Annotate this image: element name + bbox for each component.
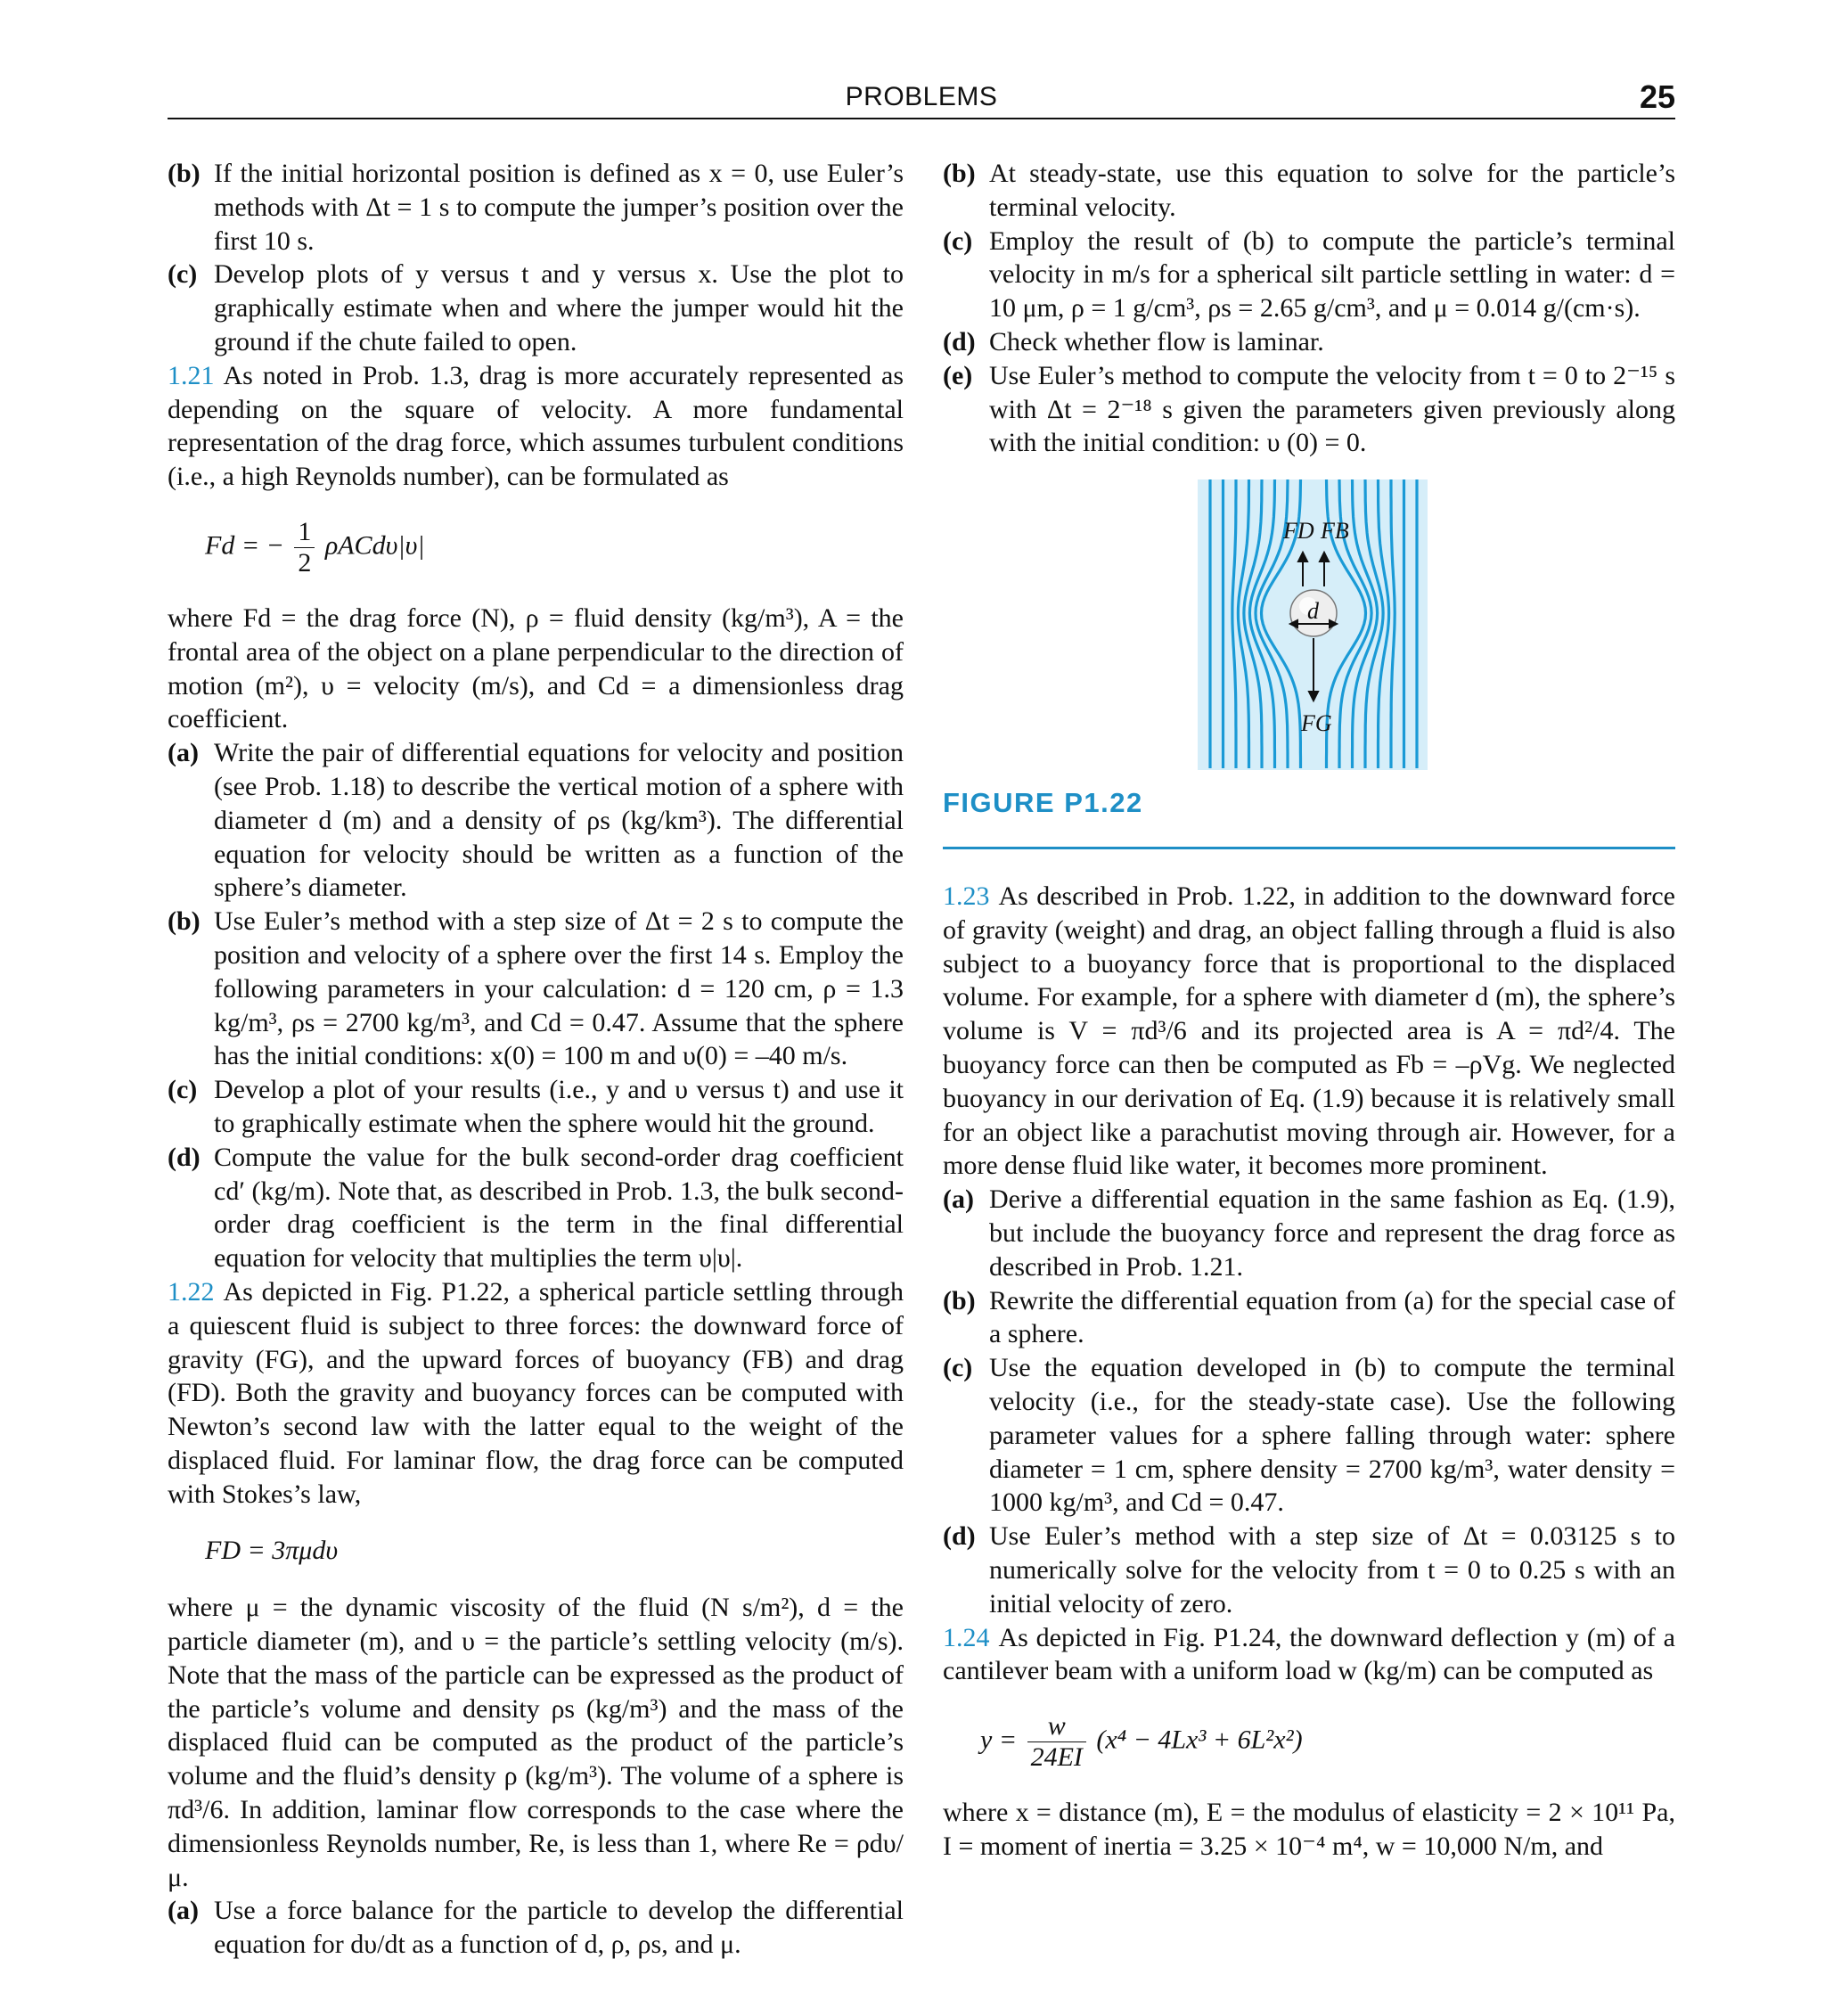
problem-number: 1.24 — [943, 1622, 990, 1652]
problem-1-24 — [943, 1621, 1675, 1689]
problem-1-23-part-d — [943, 1520, 1675, 1620]
part-text: Use a force balance for the particle to develop the differential equation for dυ/dt as a function of d, ρ, ρs, and μ. — [214, 1896, 904, 1960]
problem-1-20-part-b — [168, 157, 904, 258]
label-fd: FD — [1283, 518, 1314, 545]
part-label: (e) — [943, 360, 973, 390]
problem-1-22-part-c — [943, 225, 1675, 325]
part-text: Check whether flow is laminar. — [989, 326, 1324, 356]
deflection-equation — [980, 1711, 1675, 1773]
part-text: At steady-state, use this equation to solve for the particle’s terminal velocity. — [989, 159, 1675, 222]
figure-p1-22 — [943, 479, 1675, 849]
label-fg: FG — [1301, 710, 1332, 737]
part-text: Compute the value for the bulk second-order drag coefficient cd′ (kg/m). Note that, as described in Prob. 1.3, the bulk second-order drag coefficient is the term in the final differential equation for velocity that multiplies the term υ|υ|. — [214, 1142, 904, 1274]
part-label: (b) — [168, 906, 201, 937]
equation-rhs: (x⁴ − 4Lx³ + 6L²x²) — [1096, 1725, 1303, 1755]
fraction-denominator: 2 — [298, 547, 312, 578]
problem-1-23 — [943, 880, 1675, 1183]
problem-1-23-part-b — [943, 1284, 1675, 1352]
page-number: 25 — [1639, 78, 1675, 115]
label-d: d — [1307, 598, 1319, 625]
equation-lhs: Fd = − — [205, 530, 284, 561]
right-column — [943, 157, 1675, 1864]
problem-1-22-part-e — [943, 359, 1675, 460]
label-fb: FB — [1321, 518, 1349, 545]
part-label: (c) — [168, 1075, 198, 1105]
running-head — [168, 78, 1675, 119]
equation-rhs: ρACdυ|υ| — [324, 530, 425, 561]
left-column — [168, 157, 904, 1962]
fraction — [294, 517, 315, 578]
part-label: (c) — [943, 1353, 973, 1383]
part-label: (b) — [168, 159, 201, 188]
drag-equation — [205, 517, 904, 578]
fraction-numerator: 1 — [294, 517, 315, 548]
settling-particle-diagram — [1198, 479, 1428, 770]
problem-1-23-part-c — [943, 1351, 1675, 1520]
problem-text: As described in Prob. 1.22, in addition to the downward force of gravity (weight) and drag, an object falling through a fluid is also subject to a buoyancy force that is proportional to the displaced volume. For example, for a sphere with diameter d (m), the sphere’s volume is V = πd³/6 and its projected area is A = πd²/4. The buoyancy force can then be computed as Fb = –ρVg. We neglected buoyancy in our derivation of Eq. (1.9) because it is relatively small for an object like a parachutist moving through air. However, for a more dense fluid like water, it becomes more prominent. — [943, 881, 1675, 1181]
problem-text: As noted in Prob. 1.3, drag is more accurately represented as depending on the square of velocity. A more fundamental representation of the drag force, which assumes turbulent conditions (i.e., a high Reynolds number), can be formulated as — [168, 360, 904, 492]
problem-number: 1.22 — [168, 1276, 215, 1307]
part-label: (d) — [943, 1521, 976, 1552]
problem-1-22-part-d — [943, 325, 1675, 359]
part-label: (d) — [943, 326, 976, 356]
figure-caption: FIGURE P1.22 — [943, 787, 1143, 819]
problem-1-22 — [168, 1275, 904, 1512]
problem-1-21-part-a — [168, 736, 904, 905]
fraction-denominator: 24EI — [1030, 1742, 1083, 1773]
part-label: (a) — [168, 1896, 199, 1926]
fraction-numerator: w — [1027, 1711, 1086, 1742]
part-label: (b) — [943, 159, 976, 188]
part-text: If the initial horizontal position is defined as x = 0, use Euler’s methods with Δt = 1 s to compute the jumper’s position over the first 10 s. — [214, 159, 904, 256]
part-label: (d) — [168, 1142, 201, 1172]
part-label: (a) — [168, 738, 199, 768]
part-label: (b) — [943, 1285, 976, 1315]
part-text: Employ the result of (b) to compute the particle’s terminal velocity in m/s for a spherical silt particle settling in water: d = 10 μm, ρ = 1 g/cm³, ρs = 2.65 g/cm³, and μ = 0.014 g/(cm·s). — [989, 225, 1675, 324]
problem-1-21-part-d — [168, 1141, 904, 1275]
variable-definitions: where μ = the dynamic viscosity of the fluid (N s/m²), d = the particle diameter (m), and υ = the particle’s settling velocity (m/s). Note that the mass of the particle can be expressed as the product of the particle’s volume and density ρs (kg/m³) and the mass of the displaced fluid can be computed as the product of the particle’s volume and the fluid’s density ρ (kg/m³). The volume of a sphere is πd³/6. In addition, laminar flow corresponds to the case where the dimensionless Reynolds number, Re, is less than 1, where Re = ρdυ/μ. — [168, 1593, 904, 1892]
problem-text: As depicted in Fig. P1.24, the downward deflection y (m) of a cantilever beam with a uniform load w (kg/m) can be computed as — [943, 1622, 1675, 1686]
variable-definitions: where x = distance (m), E = the modulus of elasticity = 2 × 10¹¹ Pa, I = moment of inertia = 3.25 × 10⁻⁴ m⁴, w = 10,000 N/m, and — [943, 1798, 1675, 1861]
variable-definitions: where Fd = the drag force (N), ρ = fluid density (kg/m³), A = the frontal area of the object on a plane perpendicular to the direction of motion (m²), υ = velocity (m/s), and Cd = a dimensionless drag coefficient. — [168, 602, 904, 734]
part-text: Use Euler’s method with a step size of Δt = 2 s to compute the position and velocity of a sphere over the first 14 s. Employ the following parameters in your calculation: d = 120 cm, ρ = 1.3 kg/m³, ρs = 2700 kg/m³, and Cd = 0.47. Assume that the sphere has the initial conditions: x(0) = 100 m and υ(0) = –40 m/s. — [214, 906, 904, 1071]
part-text: Develop a plot of your results (i.e., y and υ versus t) and use it to graphically estimate when the sphere would hit the ground. — [214, 1075, 904, 1138]
problem-1-21-part-b — [168, 905, 904, 1073]
equation-lhs: y = — [980, 1725, 1018, 1755]
figure-rule — [943, 847, 1675, 849]
part-text: Write the pair of differential equations for velocity and position (see Prob. 1.18) to describe the vertical motion of a sphere with diameter d (m) and a density of ρs (kg/km³). The differential equation for velocity should be written as a function of the sphere’s diameter. — [214, 738, 904, 903]
part-text: Derive a differential equation in the same fashion as Eq. (1.9), but include the buoyancy force and represent the drag force as described in Prob. 1.21. — [989, 1184, 1675, 1282]
fraction — [1027, 1711, 1086, 1773]
stokes-equation: FD = 3πμdυ — [205, 1536, 339, 1566]
problem-number: 1.21 — [168, 360, 215, 390]
problem-1-23-part-a — [943, 1183, 1675, 1283]
part-label: (a) — [943, 1184, 974, 1215]
part-label: (c) — [943, 225, 973, 256]
part-label: (c) — [168, 259, 198, 290]
problem-1-22-part-b — [943, 157, 1675, 225]
problem-1-20-part-c — [168, 258, 904, 358]
part-text: Use Euler’s method to compute the velocity from t = 0 to 2⁻¹⁵ s with Δt = 2⁻¹⁸ s given the parameters given previously along with the initial condition: υ (0) = 0. — [989, 360, 1675, 458]
problem-1-21 — [168, 359, 904, 494]
part-text: Rewrite the differential equation from (a) for the special case of a sphere. — [989, 1285, 1675, 1349]
section-title: PROBLEMS — [845, 82, 998, 111]
problem-number: 1.23 — [943, 881, 990, 911]
problem-1-22-part-a — [168, 1894, 904, 1962]
problem-text: As depicted in Fig. P1.22, a spherical particle settling through a quiescent fluid is subject to three forces: the downward force of gravity (FG), and the upward forces of buoyancy (FB) and drag (FD). Both the gravity and buoyancy forces can be computed with Newton’s second law with the latter equal to the weight of the displaced fluid. For laminar flow, the drag force can be computed with Stokes’s law, — [168, 1276, 904, 1509]
part-text: Develop plots of y versus t and y versus x. Use the plot to graphically estimate when and where the jumper would hit the ground if the chute failed to open. — [214, 259, 904, 356]
part-text: Use Euler’s method with a step size of Δt = 0.03125 s to numerically solve for the velocity from t = 0 to 0.25 s with an initial velocity of zero. — [989, 1521, 1675, 1619]
problem-1-21-part-c — [168, 1073, 904, 1141]
part-text: Use the equation developed in (b) to compute the terminal velocity (i.e., for the steady-state case). Use the following parameter values for a sphere falling through water: sphere diameter = 1 cm, sphere density = 2700 kg/m³, water density = 1000 kg/m³, and Cd = 0.47. — [989, 1353, 1675, 1518]
